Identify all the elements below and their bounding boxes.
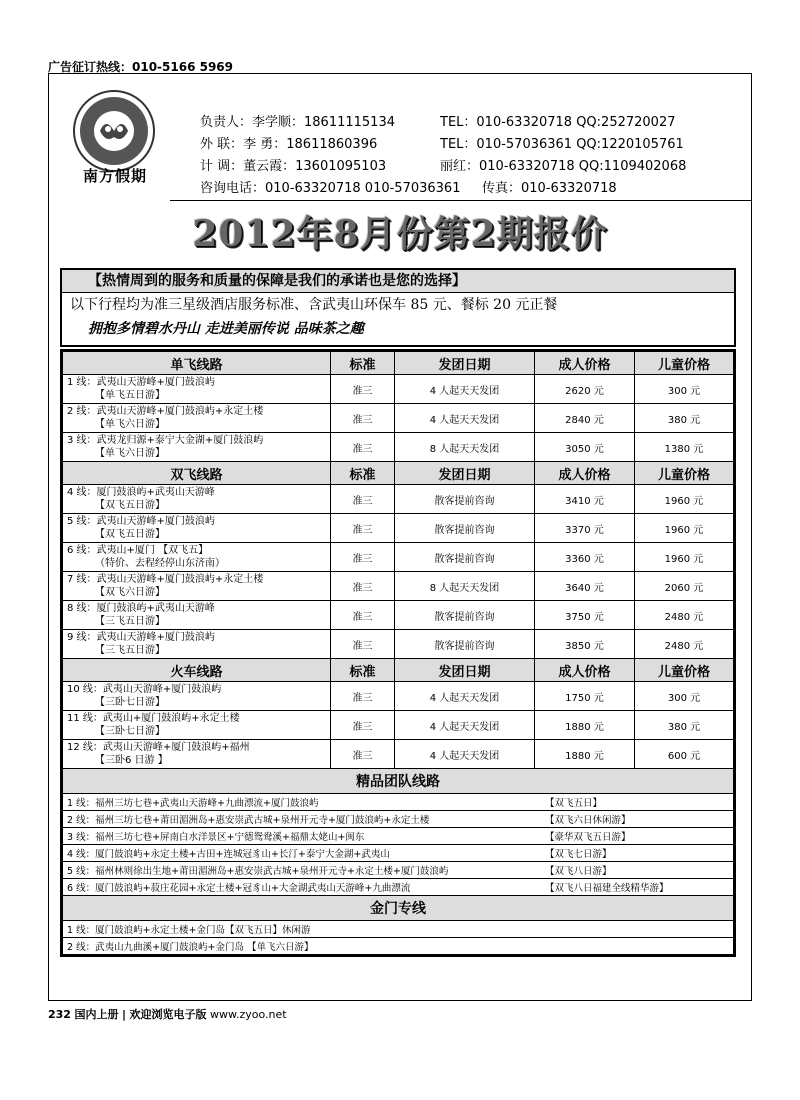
page-title: 2012年8月份第2期报价 [192, 213, 608, 255]
premium-row [63, 828, 734, 845]
premium-route [63, 879, 734, 896]
contact-person: 外 联：李 勇：18611860396 [200, 137, 378, 152]
adult-price: 1750 元 [535, 682, 635, 711]
footer-section: 国内上册 [74, 1008, 119, 1021]
col-standard: 标准 [331, 659, 395, 682]
adult-price: 3370 元 [535, 514, 635, 543]
kinmen-title: 金门专线 [63, 896, 734, 921]
premium-title: 精品团队线路 [63, 769, 734, 794]
col-date: 发团日期 [395, 659, 535, 682]
route-name [63, 514, 331, 543]
contact-phone: 丽红：010-63320718 QQ:1109402068 [440, 159, 687, 174]
route-name [63, 711, 331, 740]
section-title: 火车线路 [63, 659, 331, 682]
route-date: 4 人起天天发团 [395, 711, 535, 740]
route-row [63, 630, 734, 659]
kinmen-route: 1 线：厦门鼓浪屿+永定土楼+金门岛【双飞五日】休闲游 [63, 921, 734, 938]
col-date: 发团日期 [395, 352, 535, 375]
route-standard: 准三 [331, 404, 395, 433]
premium-tag: 【双飞五日】 [545, 798, 603, 809]
intro-box [60, 268, 736, 347]
route-standard: 准三 [331, 630, 395, 659]
route-row [63, 682, 734, 711]
premium-route [63, 828, 734, 845]
col-standard: 标准 [331, 352, 395, 375]
premium-route [63, 794, 734, 811]
route-line: 11 线：武夷山+厦门鼓浪屿+永定土楼 [67, 713, 240, 724]
route-name [63, 572, 331, 601]
child-price: 1380 元 [635, 433, 734, 462]
contact-block [200, 112, 686, 200]
route-line: 10 线：武夷山天游峰+厦门鼓浪屿 [67, 684, 222, 695]
route-row [63, 740, 734, 769]
route-line: 5 线：武夷山天游峰+厦门鼓浪屿 [67, 516, 215, 527]
route-tag: 【三卧七日游】 [95, 726, 165, 737]
premium-line: 4 线：厦门鼓浪屿+永定土楼+古田+连城冠豸山+长汀+泰宁大金湖+武夷山 [67, 849, 390, 860]
child-price: 300 元 [635, 682, 734, 711]
route-tag: 【双飞六日游】 [95, 587, 165, 598]
contact-phone: TEL：010-63320718 QQ:252720027 [440, 115, 676, 130]
kinmen-row [63, 921, 734, 938]
section-header [63, 896, 734, 921]
col-child-price: 儿童价格 [635, 352, 734, 375]
kinmen-row [63, 938, 734, 955]
adult-price: 2840 元 [535, 404, 635, 433]
adult-price: 3410 元 [535, 485, 635, 514]
route-date: 散客提前咨询 [395, 485, 535, 514]
route-name [63, 485, 331, 514]
child-price: 2480 元 [635, 630, 734, 659]
route-body [63, 352, 734, 955]
premium-row [63, 879, 734, 896]
route-standard: 准三 [331, 485, 395, 514]
adult-price: 3750 元 [535, 601, 635, 630]
premium-line: 3 线：福州三坊七巷+屏南白水洋景区+宁德鸳鸯溪+福鼎太姥山+闽东 [67, 832, 365, 843]
route-row [63, 375, 734, 404]
child-price: 2480 元 [635, 601, 734, 630]
kinmen-route: 2 线：武夷山九曲溪+厦门鼓浪屿+金门岛 【单飞六日游】 [63, 938, 734, 955]
contact-row [200, 112, 686, 134]
premium-line: 6 线：厦门鼓浪屿+菽庄花园+永定土楼+冠豸山+大金湖武夷山天游峰+九曲漂流 [67, 883, 411, 894]
route-line: 7 线：武夷山天游峰+厦门鼓浪屿+永定土楼 [67, 574, 264, 585]
price-table [60, 349, 736, 957]
route-standard: 准三 [331, 514, 395, 543]
child-price: 380 元 [635, 404, 734, 433]
route-standard: 准三 [331, 572, 395, 601]
contact-row [200, 178, 686, 200]
col-standard: 标准 [331, 462, 395, 485]
page-footer [48, 1006, 287, 1022]
route-standard: 准三 [331, 682, 395, 711]
route-tag: 【单飞六日游】 [95, 419, 165, 430]
premium-tag: 【双飞七日游】 [545, 849, 612, 860]
route-row [63, 404, 734, 433]
route-name [63, 433, 331, 462]
route-row [63, 543, 734, 572]
footer-url[interactable]: www.zyoo.net [210, 1008, 287, 1021]
page-number: 232 [48, 1008, 71, 1021]
route-name [63, 682, 331, 711]
route-line: 12 线：武夷山天游峰+厦门鼓浪屿+福州 [67, 742, 250, 753]
route-tag: 【三卧七日游】 [95, 697, 165, 708]
route-date: 4 人起天天发团 [395, 740, 535, 769]
route-row [63, 601, 734, 630]
premium-tag: 【双飞八日福建全线精华游】 [545, 883, 669, 894]
route-line: 4 线：厦门鼓浪屿+武夷山天游峰 [67, 487, 215, 498]
route-standard: 准三 [331, 543, 395, 572]
adult-price: 3640 元 [535, 572, 635, 601]
child-price: 380 元 [635, 711, 734, 740]
route-date: 8 人起天天发团 [395, 433, 535, 462]
route-row [63, 433, 734, 462]
route-date: 4 人起天天发团 [395, 682, 535, 711]
route-date: 4 人起天天发团 [395, 375, 535, 404]
premium-route [63, 862, 734, 879]
route-tag: 【三卧6 日游 】 [95, 755, 168, 766]
route-name [63, 630, 331, 659]
route-standard: 准三 [331, 711, 395, 740]
premium-row [63, 794, 734, 811]
child-price: 300 元 [635, 375, 734, 404]
fax: 传真：010-63320718 [482, 181, 617, 196]
route-standard: 准三 [331, 740, 395, 769]
service-standard: 以下行程均为准三星级酒店服务标准、含武夷山环保车 85 元、餐标 20 元正餐 [70, 297, 558, 313]
consult-phone: 咨询电话：010-63320718 010-57036361 [200, 181, 461, 196]
adult-price: 3850 元 [535, 630, 635, 659]
route-date: 4 人起天天发团 [395, 404, 535, 433]
adult-price: 1880 元 [535, 740, 635, 769]
route-row [63, 485, 734, 514]
premium-route [63, 845, 734, 862]
route-date: 散客提前咨询 [395, 601, 535, 630]
route-standard: 准三 [331, 375, 395, 404]
col-adult-price: 成人价格 [535, 352, 635, 375]
route-line: 2 线：武夷山天游峰+厦门鼓浪屿+永定土楼 [67, 406, 264, 417]
route-name [63, 404, 331, 433]
col-adult-price: 成人价格 [535, 462, 635, 485]
premium-line: 5 线：福州林则徐出生地+莆田湄洲岛+惠安崇武古城+泉州开元寺+永定土楼+厦门鼓浪屿 [67, 866, 449, 877]
premium-tag: 【双飞八日游】 [545, 866, 612, 877]
route-line: 9 线：武夷山天游峰+厦门鼓浪屿 [67, 632, 215, 643]
col-child-price: 儿童价格 [635, 659, 734, 682]
section-header [63, 462, 734, 485]
route-tag: 【三飞五日游】 [95, 616, 165, 627]
route-row [63, 711, 734, 740]
route-tag: 【单飞五日游】 [95, 390, 165, 401]
tagline: 拥抱多情碧水丹山 走进美丽传说 品味茶之趣 [88, 321, 364, 337]
child-price: 1960 元 [635, 543, 734, 572]
premium-line: 2 线：福州三坊七巷+莆田湄洲岛+惠安崇武古城+泉州开元寺+厦门鼓浪屿+永定土楼 [67, 815, 430, 826]
child-price: 1960 元 [635, 485, 734, 514]
premium-tag: 【豪华双飞五日游】 [545, 832, 631, 843]
adult-price: 3050 元 [535, 433, 635, 462]
premium-line: 1 线：福州三坊七巷+武夷山天游峰+九曲漂流+厦门鼓浪屿 [67, 798, 319, 809]
route-tag: （特价、去程经停山东济南） [95, 558, 225, 569]
footer-separator: | [121, 1008, 126, 1021]
route-standard: 准三 [331, 433, 395, 462]
child-price: 1960 元 [635, 514, 734, 543]
footer-welcome: 欢迎浏览电子版 [129, 1008, 207, 1021]
contact-row [200, 134, 686, 156]
route-name [63, 601, 331, 630]
route-date: 散客提前咨询 [395, 514, 535, 543]
premium-tag: 【双飞六日休闲游】 [545, 815, 631, 826]
adult-price: 3360 元 [535, 543, 635, 572]
route-line: 6 线：武夷山+厦门 【双飞五】 [67, 545, 209, 556]
contact-phone: TEL：010-57036361 QQ:1220105761 [440, 137, 684, 152]
contact-person: 负责人：李学顺：18611115134 [200, 115, 395, 130]
logo-name: 南方假期 [82, 167, 147, 185]
section-header [63, 352, 734, 375]
section-header [63, 659, 734, 682]
adult-price: 1880 元 [535, 711, 635, 740]
section-title: 双飞线路 [63, 462, 331, 485]
premium-row [63, 845, 734, 862]
service-slogan: 【热情周到的服务和质量的保障是我们的承诺也是您的选择】 [62, 270, 734, 293]
route-tag: 【双飞五日游】 [95, 529, 165, 540]
route-row [63, 572, 734, 601]
premium-route [63, 811, 734, 828]
route-name [63, 375, 331, 404]
route-date: 8 人起天天发团 [395, 572, 535, 601]
child-price: 600 元 [635, 740, 734, 769]
child-price: 2060 元 [635, 572, 734, 601]
adult-price: 2620 元 [535, 375, 635, 404]
route-tag: 【双飞五日游】 [95, 500, 165, 511]
col-date: 发团日期 [395, 462, 535, 485]
route-tag: 【三飞五日游】 [95, 645, 165, 656]
route-row [63, 514, 734, 543]
ad-hotline: 广告征订热线：010-5166 5969 [48, 60, 234, 74]
route-line: 3 线：武夷龙归源+泰宁大金湖+厦门鼓浪屿 [67, 435, 264, 446]
premium-row [63, 862, 734, 879]
route-line: 8 线：厦门鼓浪屿+武夷山天游峰 [67, 603, 215, 614]
contact-row [200, 156, 686, 178]
route-line: 1 线：武夷山天游峰+厦门鼓浪屿 [67, 377, 215, 388]
section-title: 单飞线路 [63, 352, 331, 375]
col-child-price: 儿童价格 [635, 462, 734, 485]
route-date: 散客提前咨询 [395, 630, 535, 659]
route-date: 散客提前咨询 [395, 543, 535, 572]
divider [170, 200, 752, 201]
route-tag: 【单飞六日游】 [95, 448, 165, 459]
route-name [63, 740, 331, 769]
col-adult-price: 成人价格 [535, 659, 635, 682]
route-standard: 准三 [331, 601, 395, 630]
premium-row [63, 811, 734, 828]
section-header [63, 769, 734, 794]
contact-person: 计 调：董云霞：13601095103 [200, 159, 387, 174]
route-name [63, 543, 331, 572]
